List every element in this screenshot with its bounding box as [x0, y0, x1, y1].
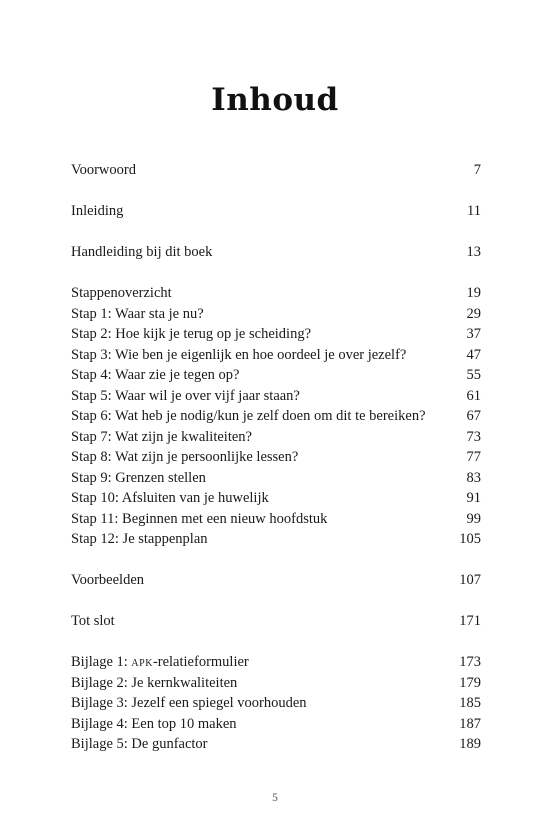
toc-entry-page: 47	[466, 346, 481, 363]
toc-group-appendices	[71, 652, 481, 755]
toc-entry-title: Stap 12: Je stappenplan	[71, 531, 208, 547]
toc-entry[interactable]	[71, 345, 481, 366]
apk-abbreviation: apk	[131, 654, 153, 670]
toc-entry-page: 19	[466, 285, 481, 301]
page-title: Inhoud	[211, 82, 339, 118]
toc-group	[71, 611, 481, 632]
toc-entry-title: Bijlage 3: Jezelf een spiegel voorhouden	[71, 695, 307, 711]
toc-entry[interactable]	[71, 324, 481, 345]
toc-entry-page: 73	[466, 428, 481, 445]
toc-entry[interactable]	[71, 242, 481, 263]
toc-entry-page: 83	[466, 469, 481, 486]
toc-entry[interactable]	[71, 714, 481, 735]
toc-entry-title: Bijlage 5: De gunfactor	[71, 736, 208, 752]
toc-group	[71, 160, 481, 181]
toc-entry-title: Tot slot	[71, 613, 115, 629]
toc-entry-title: Stap 10: Afsluiten van je huwelijk	[71, 490, 269, 506]
toc-entry-title: Inleiding	[71, 203, 124, 219]
toc-entry-page: 29	[466, 305, 481, 322]
toc-entry[interactable]	[71, 304, 481, 325]
toc-entry[interactable]	[71, 734, 481, 755]
toc-entry[interactable]	[71, 529, 481, 550]
toc-entry-title: Stap 6: Wat heb je nodig/kun je zelf doen om dit te bereiken?	[71, 408, 426, 424]
toc-entry-title: Stap 1: Waar sta je nu?	[71, 305, 204, 322]
toc-entry-page: 67	[466, 408, 481, 424]
toc-entry-page: 77	[466, 449, 481, 465]
toc-entry-page: 61	[466, 387, 481, 404]
toc-group	[71, 201, 481, 222]
toc-entry-page: 7	[473, 162, 481, 178]
toc-entry[interactable]	[71, 509, 481, 530]
toc-entry-page: 189	[459, 736, 481, 752]
toc-entry[interactable]	[71, 386, 481, 407]
toc-entry-page: 179	[459, 674, 481, 691]
appendix-prefix: Bijlage 1:	[71, 654, 132, 670]
toc-entry-title: Stap 4: Waar zie je tegen op?	[71, 367, 240, 383]
toc-entry-page: 55	[466, 367, 481, 383]
toc-entry-page: 105	[459, 531, 481, 547]
toc-entry-title	[71, 652, 459, 673]
toc-entry-page: 173	[459, 654, 481, 670]
toc-entry[interactable]	[71, 693, 481, 714]
toc-entry-page: 91	[466, 490, 481, 506]
page-number: 5	[272, 792, 278, 804]
toc-entry[interactable]	[71, 488, 481, 509]
toc-entry[interactable]	[71, 570, 481, 591]
toc-entry-title: Stappenoverzicht	[71, 285, 172, 301]
toc-group	[71, 570, 481, 591]
toc-entry-page: 107	[459, 572, 481, 588]
toc-entry-title: Stap 2: Hoe kijk je terug op je scheiding?	[71, 326, 312, 342]
toc-entry[interactable]	[71, 652, 481, 673]
appendix-suffix: -relatieformulier	[152, 654, 249, 670]
toc-entry[interactable]	[71, 365, 481, 386]
toc-entry-title: Bijlage 4: Een top 10 maken	[71, 715, 237, 732]
toc-entry-title: Stap 5: Waar wil je over vijf jaar staan?	[71, 387, 300, 404]
table-of-contents	[71, 160, 481, 755]
toc-entry-page: 187	[459, 715, 481, 732]
toc-entry-page: 37	[466, 326, 481, 342]
toc-entry[interactable]	[71, 160, 481, 181]
toc-entry-page: 171	[459, 613, 481, 629]
toc-entry[interactable]	[71, 468, 481, 489]
toc-entry[interactable]	[71, 201, 481, 222]
toc-group	[71, 242, 481, 263]
toc-entry-title: Stap 9: Grenzen stellen	[71, 469, 206, 486]
toc-entry-title: Voorwoord	[71, 162, 136, 178]
toc-entry[interactable]	[71, 427, 481, 448]
toc-entry[interactable]	[71, 283, 481, 304]
toc-entry-title: Handleiding bij dit boek	[71, 244, 213, 260]
toc-entry[interactable]	[71, 406, 481, 427]
toc-entry[interactable]	[71, 447, 481, 468]
toc-entry-page: 99	[466, 510, 481, 527]
toc-group-steps	[71, 283, 481, 550]
toc-entry[interactable]	[71, 673, 481, 694]
toc-entry-page: 13	[466, 244, 481, 260]
toc-entry-title: Bijlage 2: Je kernkwaliteiten	[71, 674, 238, 691]
toc-entry-title: Stap 7: Wat zijn je kwaliteiten?	[71, 428, 252, 445]
toc-entry[interactable]	[71, 611, 481, 632]
toc-entry-title: Stap 3: Wie ben je eigenlijk en hoe oordeel je over jezelf?	[71, 346, 407, 363]
toc-entry-title: Voorbeelden	[71, 572, 145, 588]
toc-entry-page: 11	[467, 203, 481, 219]
toc-entry-page: 185	[459, 695, 481, 711]
toc-entry-title: Stap 8: Wat zijn je persoonlijke lessen?	[71, 449, 299, 465]
toc-entry-title: Stap 11: Beginnen met een nieuw hoofdstuk	[71, 510, 328, 527]
